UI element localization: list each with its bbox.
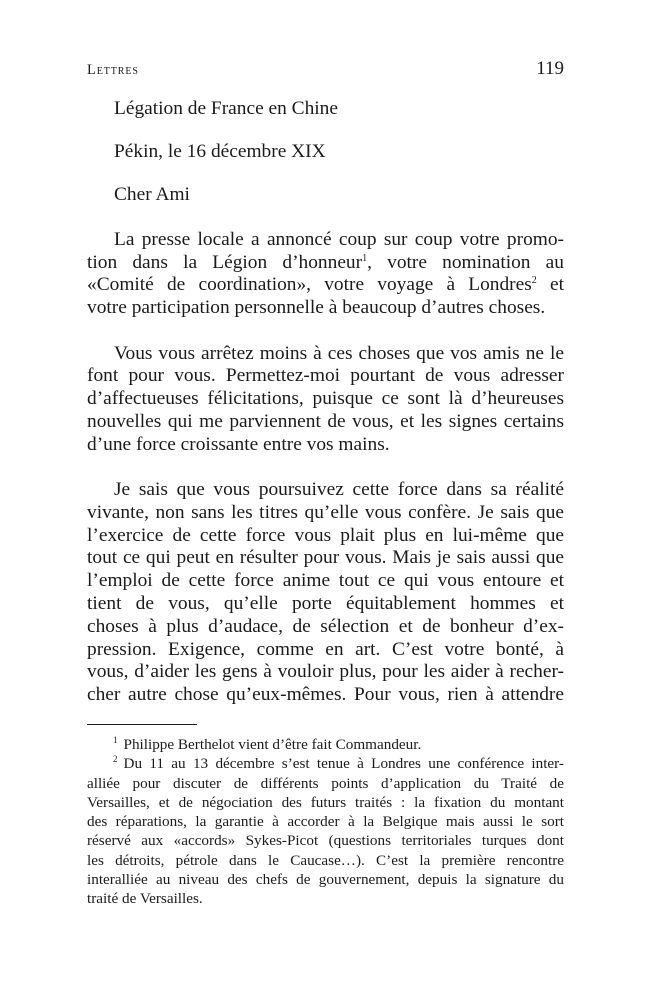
- text-line: La presse locale a annoncé coup sur coup votre promo-: [114, 228, 564, 250]
- place-date: Pékin, le 16 décembre XIX: [114, 140, 326, 162]
- text-line: traité de Versailles.: [87, 890, 203, 908]
- text-line: Vous vous arrêtez moins à ces choses que vos amis ne le: [114, 342, 564, 364]
- text-line: votre participation personnelle à beaucoup d’autres choses.: [87, 297, 546, 319]
- text-line: nouvelles qui me parviennent de vous, et les signes certains: [87, 410, 564, 432]
- text-line: alliée pour discuter de différents points d’application du Traité de: [87, 774, 564, 792]
- text-line: Versailles, et de négociation des futurs traités : la fixation du montant: [87, 793, 564, 811]
- text-span: Philippe Berthelot vient d’être fait Commandeur.: [123, 736, 422, 753]
- text-line: [87, 252, 564, 275]
- text-line: tout ce qui peut en résulter pour vous. Mais je sais aussi que: [87, 547, 564, 569]
- footnote-number: 2: [113, 754, 118, 765]
- text-line: l’emploi de cette force anime tout ce qui vous entoure et: [87, 570, 564, 592]
- text-span: «Comité de coordination», votre voyage à Londres: [87, 274, 532, 296]
- page-number: 119: [536, 58, 564, 79]
- text-line: des réparations, la garantie à accorder à la Belgique mais aussi le sort: [87, 813, 564, 831]
- footnote-reference[interactable]: 2: [531, 275, 537, 287]
- text-line: Je sais que vous poursuivez cette force dans sa réalité: [114, 479, 564, 501]
- text-line: vivante, non sans les titres qu’elle vous confère. Je sais que: [87, 501, 564, 523]
- footnote-reference[interactable]: 1: [362, 252, 368, 264]
- text-line: réservé aux «accords» Sykes-Picot (questions territoriales turques dont: [87, 832, 564, 850]
- letterhead: Légation de France en Chine: [114, 98, 338, 119]
- letter-body: [87, 98, 564, 707]
- text-line: [87, 735, 564, 754]
- text-line: [87, 274, 564, 297]
- text-line: d’une force croissante entre vos mains.: [87, 433, 390, 455]
- text-line: d’affectueuses félicitations, puisque ce sont là d’heureuses: [87, 388, 564, 410]
- section-title: Lettres: [87, 62, 139, 78]
- text-span: et: [536, 274, 564, 296]
- text-line: l’exercice de cette force vous plait plus en lui-même que: [87, 524, 564, 546]
- running-head: [87, 58, 564, 84]
- footnotes: [87, 735, 564, 909]
- text-span: tion dans la Légion d’honneur: [87, 251, 363, 273]
- text-line: les détroits, pétrole dans le Caucase…). C’est la première rencontre: [87, 851, 564, 869]
- text-line: pression. Exigence, comme en art. C’est votre bonté, à: [87, 638, 564, 660]
- text-line: font pour vous. Permettez-moi pourtant de vous adresser: [87, 365, 564, 387]
- paragraph: [87, 343, 564, 457]
- paragraph: [87, 229, 564, 320]
- paragraph: [87, 479, 564, 707]
- text-line: vous, d’aider les gens à vouloir plus, pour les aider à recher-: [87, 661, 564, 683]
- text-line: tient de vous, qu’elle porte équitablement hommes et: [87, 593, 564, 615]
- salutation: Cher Ami: [114, 183, 190, 205]
- footnote: [87, 735, 564, 754]
- text-span: , votre nomination au: [367, 251, 564, 273]
- text-span: Du 11 au 13 décembre s’est tenue à Londres une conférence inter-: [123, 755, 564, 773]
- footnote-number: 1: [113, 735, 118, 745]
- text-line: interalliée au niveau des chefs de gouvernement, depuis la signature du: [87, 871, 564, 889]
- text-line: choses à plus d’audace, de sélection et de bonheur d’ex-: [87, 615, 564, 637]
- text-line: [87, 754, 564, 773]
- footnote: [87, 754, 564, 908]
- text-line: cher autre chose qu’eux-mêmes. Pour vous, rien à attendre: [87, 684, 564, 706]
- footnote-separator: [87, 724, 197, 725]
